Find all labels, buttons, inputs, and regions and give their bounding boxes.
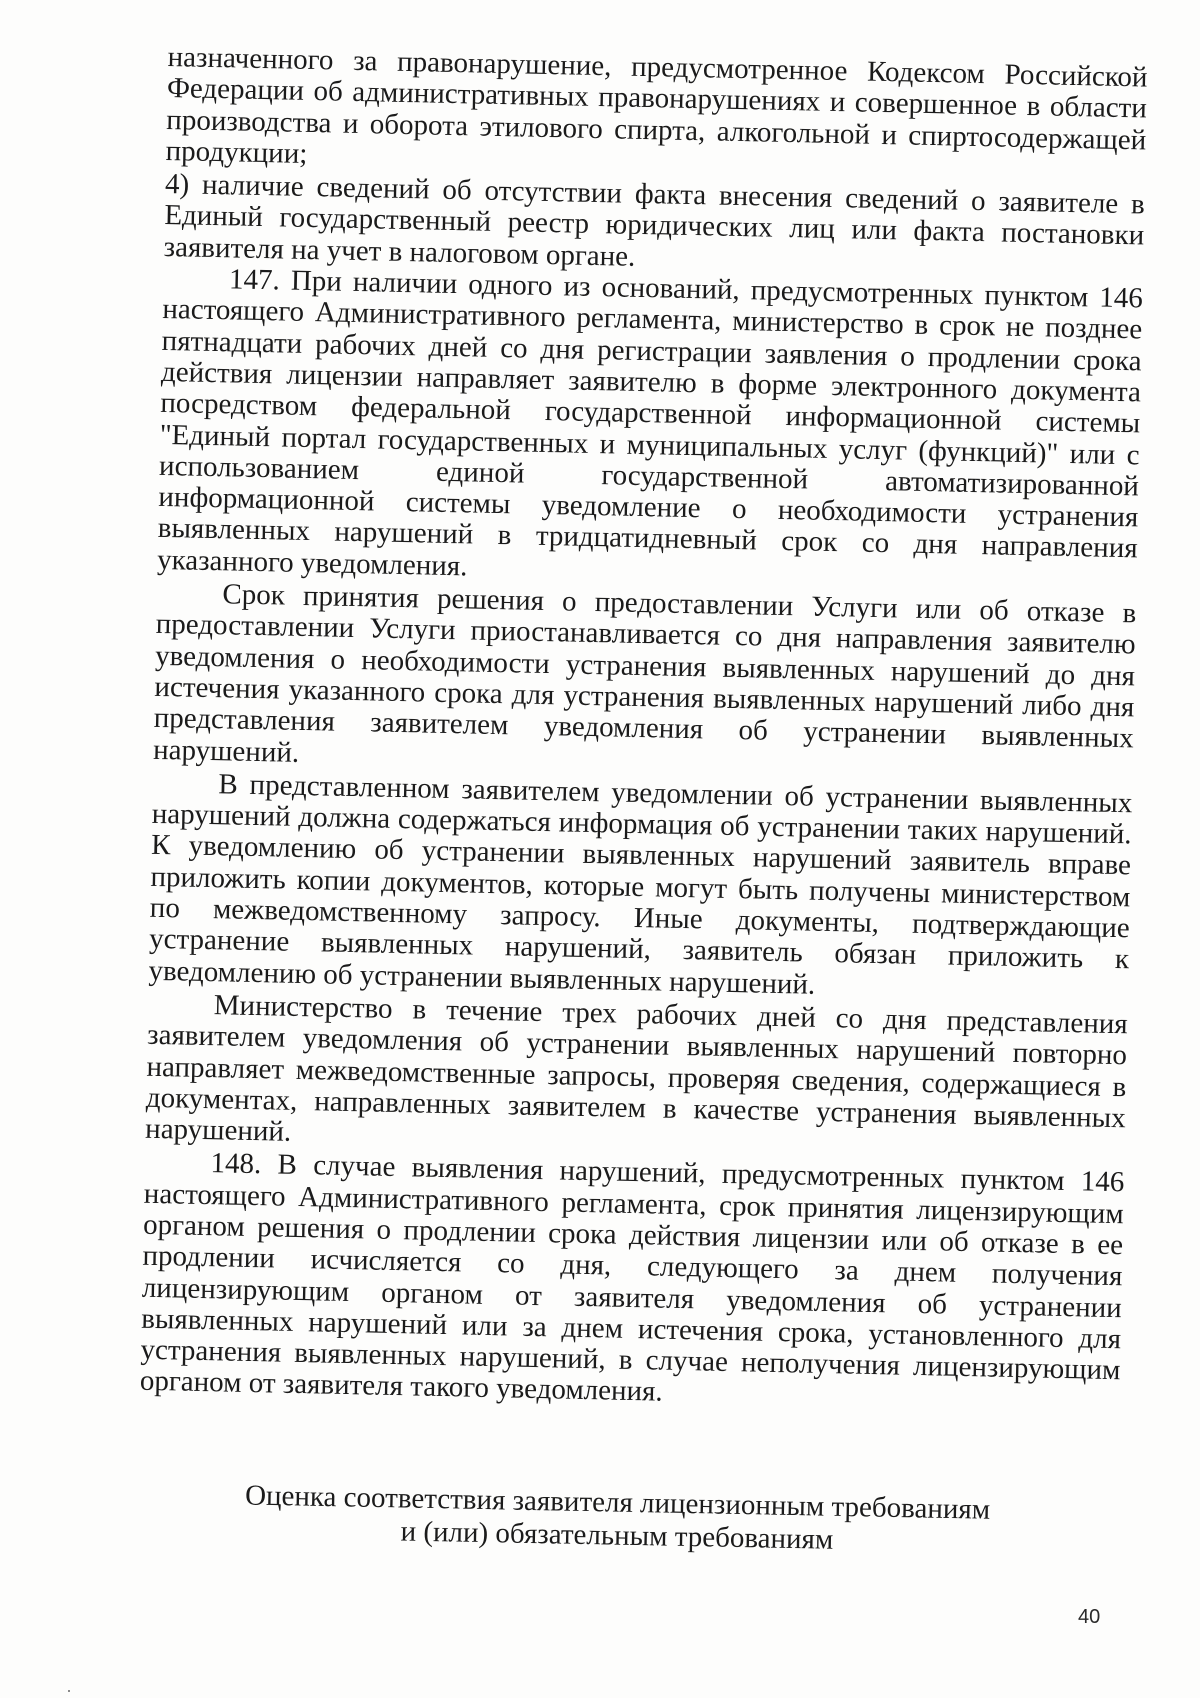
paragraph-147: 147. При наличии одного из оснований, предусмотренных пунктом 146 настоящего Административного регламента, министерство в срок не позднее пятнадцати рабочих дней со дня регистрации заявления о продлении срока действия лицензии направляет заявителю в форме электронного документа посредством федеральной государственной информационной системы "Единый портал государственных и муниципальных услуг (функций)" или с использованием единой государственной автоматизированной информационной системы уведомление о необходимости устранения выявленных нарушений в тридцатидневный срок со дня направления указанного уведомления. bbox=[156, 263, 1144, 583]
page-number: 40 bbox=[1078, 1606, 1101, 1628]
paragraph-148: 148. В случае выявления нарушений, предусмотренных пунктом 146 настоящего Административного регламента, срок принятия лицензирующим органом решения о продлении срока действия лицензии или об отказе в ее продлении исчисляется со дня, следующего за днем получения лицензирующим органом от заявителя уведомления об устранении выявленных нарушений или за днем истечения срока, установленного для устранения выявленных нарушений, в случае неполучения лицензирующим органом от заявителя такого уведомления. bbox=[139, 1147, 1125, 1409]
section-heading-line-2: и (или) обязательным требованиям bbox=[400, 1515, 834, 1556]
section-heading bbox=[167, 1478, 1068, 1561]
paragraph-continuation: назначенного за правонарушение, предусмотренное Кодексом Российской Федерации об административных правонарушениях и совершенное в области производства и оборота этилового спирта, алкогольной и спиртосодержащей продукции; bbox=[165, 41, 1148, 170]
paragraph-notice-content: В представленном заявителем уведомлении об устранении выявленных нарушений должна содержаться информация об устранении таких нарушений. К уведомлению об устранении выявленных нарушений заявитель вправе приложить копии документов, которые могут быть получены министерством по межведомственному запросу. Иные документы, подтверждающие устранение выявленных нарушений, заявитель обязан приложить к уведомлению об устранении выявленных нарушений. bbox=[148, 768, 1133, 1001]
paragraph-item-4: 4) наличие сведений об отсутствии факта внесения сведений о заявителе в Единый государственный реестр юридических лиц или факта постановки заявителя на учет в налоговом органе. bbox=[163, 168, 1146, 273]
body-text bbox=[140, 42, 1148, 1418]
scan-artifact bbox=[68, 1690, 70, 1692]
paragraph-suspension-term: Срок принятия решения о предоставлении Услуги или об отказе в предоставлении Услуги приостанавливается со дня направления заявителю уведомления о необходимости устранения выявленных нарушений до дня истечения указанного срока для устранения выявленных нарушений либо дня представления заявителем уведомления об устранении выявленных нарушений. bbox=[152, 578, 1137, 769]
section-heading-line-1: Оценка соответствия заявителя лицензионным требованиям bbox=[244, 1479, 991, 1526]
paragraph-repeat-requests: Министерство в течение трех рабочих дней со дня представления заявителем уведомления об устранении выявленных нарушений повторно направляет межведомственные запросы, проверяя сведения, содержащиеся в документах, направленных заявителем в качестве устранения выявленных нарушений. bbox=[144, 989, 1128, 1148]
